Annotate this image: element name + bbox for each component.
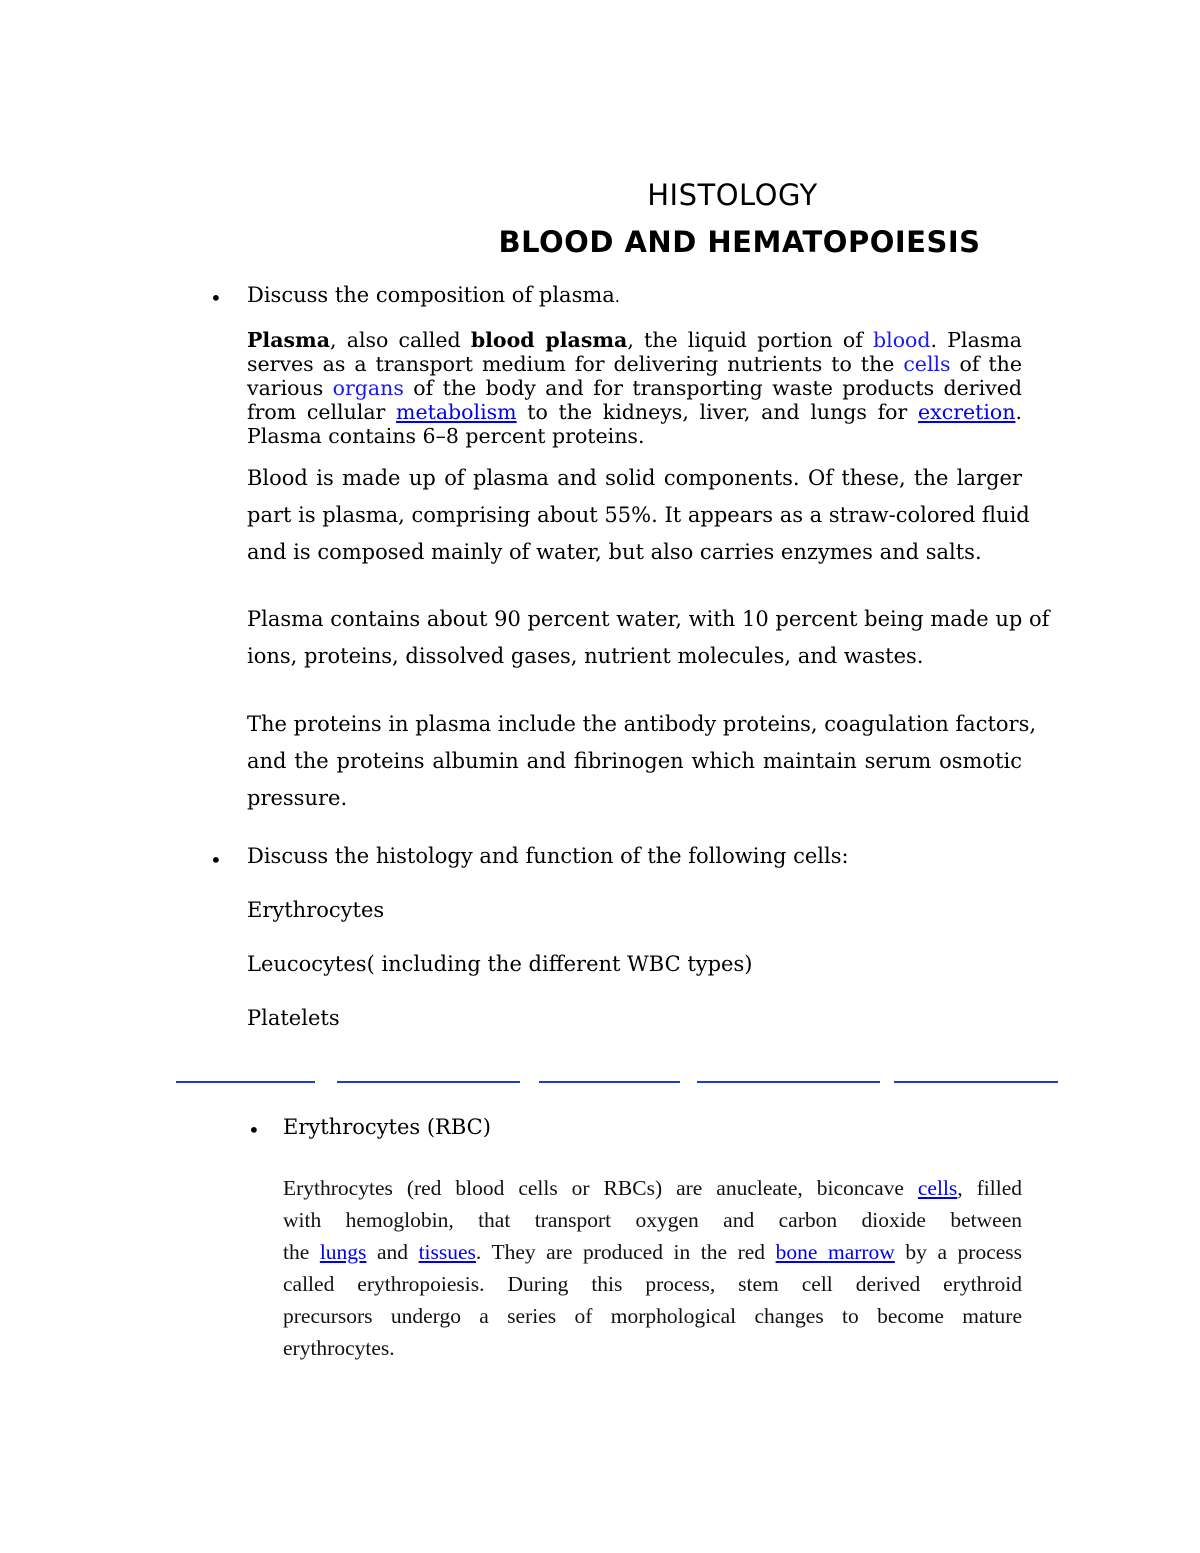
- bullet-marker: •: [248, 1118, 260, 1142]
- page-topic-title: BLOOD AND HEMATOPOIESIS: [498, 225, 981, 259]
- page-course-title: HISTOLOGY: [647, 178, 818, 212]
- link-excretion[interactable]: excretion: [918, 400, 1016, 424]
- question-cells: Discuss the histology and function of the following cells:: [247, 844, 849, 868]
- plasma-proteins-paragraph: The proteins in plasma include the antibody proteins, coagulation factors, and the proteins albumin and fibrinogen which maintain serum osmotic pressure.: [247, 712, 1037, 810]
- link-lungs[interactable]: lungs: [319, 1240, 367, 1264]
- erythrocytes-paragraph: Erythrocytes (red blood cells or RBCs) are anucleate, biconcave cells, filled with hemoglobin, that transport oxygen and carbon dioxide between the lungs and tissues. They are produced in the red bone marrow by a process called erythropoiesis. During this process, stem cell derived erythroid precursors undergo a series of morphological changes to become mature erythrocytes.: [283, 1176, 1023, 1360]
- link-blood[interactable]: blood: [873, 328, 931, 352]
- divider-rule: [539, 1081, 680, 1083]
- divider-rule: [176, 1081, 315, 1083]
- bullet-marker: •: [210, 286, 222, 310]
- list-item: Platelets: [247, 1006, 340, 1030]
- link-cells[interactable]: cells: [903, 352, 951, 376]
- link-metabolism[interactable]: metabolism: [396, 400, 517, 424]
- link-cells-rbc[interactable]: cells: [917, 1176, 958, 1200]
- link-organs[interactable]: organs: [332, 376, 404, 400]
- erythrocytes-heading: Erythrocytes (RBC): [283, 1115, 491, 1139]
- blood-composition-paragraph: Blood is made up of plasma and solid components. Of these, the larger part is plasma, comprising about 55%. It appears as a straw-colored fluid and is composed mainly of water, but also carries enzymes and salts.: [247, 466, 1030, 564]
- plasma-water-paragraph: Plasma contains about 90 percent water, with 10 percent being made up of ions, proteins, dissolved gases, nutrient molecules, and wastes.: [247, 607, 1050, 668]
- list-item: Leucocytes( including the different WBC types): [247, 952, 753, 976]
- divider-rule: [337, 1081, 520, 1083]
- plasma-definition-paragraph: Plasma, also called blood plasma, the liquid portion of blood. Plasma serves as a transport medium for delivering nutrients to the cells of the various organs of the body and for transporting waste products derived from cellular metabolism to the kidneys, liver, and lungs for excretion. Plasma contains 6–8 percent proteins.: [247, 328, 1022, 448]
- list-item: Erythrocytes: [247, 898, 385, 922]
- divider-rule: [697, 1081, 880, 1083]
- question-plasma: Discuss the composition of plasma.: [247, 283, 620, 307]
- link-tissues[interactable]: tissues: [418, 1240, 476, 1264]
- link-bone-marrow[interactable]: bone marrow: [775, 1240, 895, 1264]
- divider-rule: [894, 1081, 1058, 1083]
- bullet-marker: •: [210, 848, 222, 872]
